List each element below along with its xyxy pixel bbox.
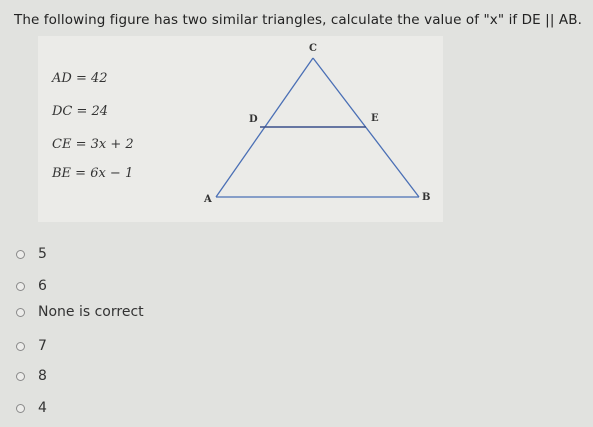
vertex-e-label: E bbox=[371, 113, 379, 124]
similar-triangles-diagram bbox=[38, 36, 443, 222]
option-8[interactable] bbox=[16, 366, 47, 386]
radio-button[interactable] bbox=[16, 372, 25, 381]
radio-button[interactable] bbox=[16, 250, 25, 259]
option-label: None is correct bbox=[38, 304, 144, 320]
option-label: 5 bbox=[38, 246, 47, 262]
option-5[interactable] bbox=[16, 244, 47, 264]
vertex-a-label: A bbox=[204, 194, 212, 205]
vertex-c-label: C bbox=[309, 43, 317, 54]
radio-button[interactable] bbox=[16, 308, 25, 317]
option-label: 4 bbox=[38, 400, 47, 416]
given-be: BE = 6x − 1 bbox=[52, 166, 134, 181]
option-7[interactable] bbox=[16, 336, 47, 356]
vertex-d-label: D bbox=[249, 114, 258, 125]
radio-button[interactable] bbox=[16, 342, 25, 351]
vertex-b-label: B bbox=[422, 192, 431, 203]
option-label: 7 bbox=[38, 338, 47, 354]
option-6[interactable] bbox=[16, 276, 47, 296]
option-none-is-correct[interactable] bbox=[16, 302, 144, 322]
option-label: 6 bbox=[38, 278, 47, 294]
radio-button[interactable] bbox=[16, 404, 25, 413]
given-ad: AD = 42 bbox=[52, 71, 108, 86]
figure-panel bbox=[38, 36, 443, 222]
option-label: 8 bbox=[38, 368, 47, 384]
given-dc: DC = 24 bbox=[52, 104, 109, 119]
given-ce: CE = 3x + 2 bbox=[52, 137, 134, 152]
question-text: The following figure has two similar triangles, calculate the value of "x" if DE || AB. bbox=[14, 12, 582, 28]
radio-button[interactable] bbox=[16, 282, 25, 291]
option-4[interactable] bbox=[16, 398, 47, 418]
